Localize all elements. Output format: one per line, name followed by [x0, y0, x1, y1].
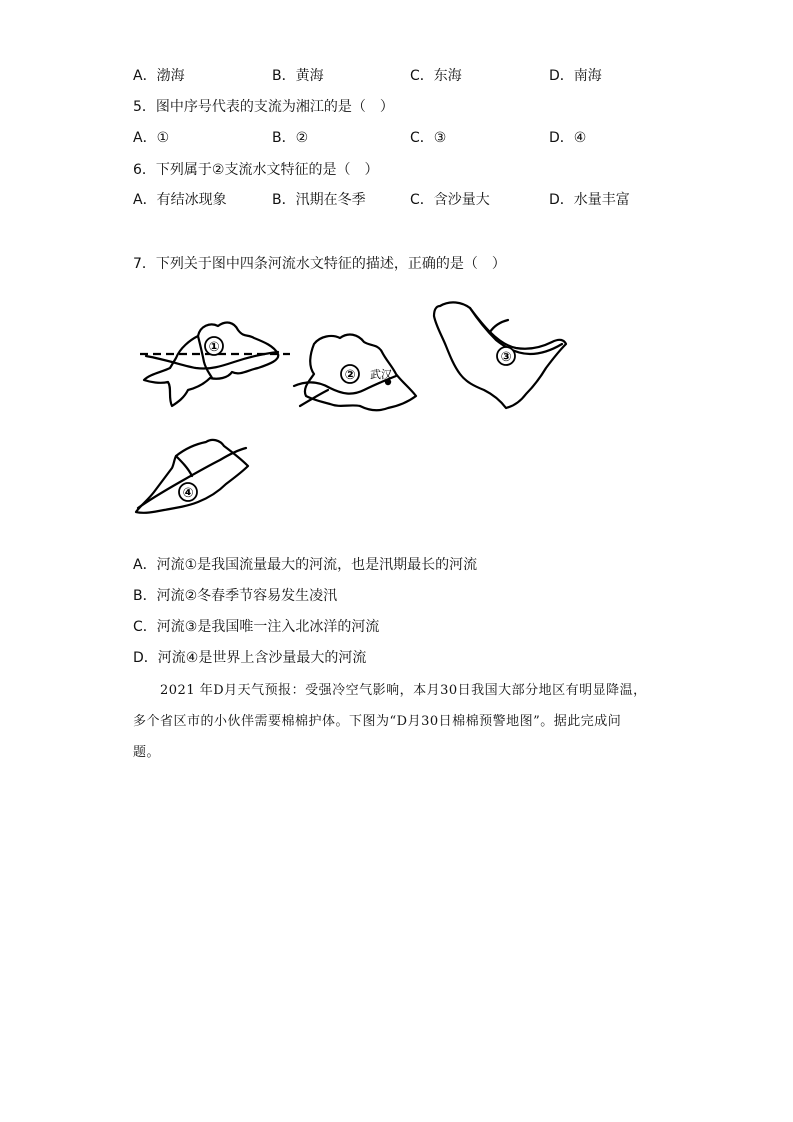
river-map-3 — [430, 296, 570, 411]
q7-option-c: C．河流③是我国唯一注入北冰洋的河流 — [133, 619, 380, 635]
q5-stem: 5．图中序号代表的支流为湘江的是（ ） — [133, 99, 394, 115]
map4-number-label — [179, 483, 197, 501]
svg-text:③: ③ — [500, 350, 512, 365]
map1-number-label — [205, 337, 223, 355]
q5-option-c: C．③ — [410, 130, 447, 146]
q6-option-c: C．含沙量大 — [410, 192, 490, 208]
map2-number-label — [341, 365, 359, 383]
q7-option-d: D．河流④是世界上含沙量最大的河流 — [133, 650, 367, 666]
q4-option-d: D．南海 — [549, 68, 602, 84]
q5-option-a: A．① — [133, 130, 170, 146]
map2-outline — [305, 335, 416, 411]
map1-outline — [144, 323, 278, 406]
q6-option-a: A．有结冰现象 — [133, 192, 227, 208]
q7-option-b: B．河流②冬春季节容易发生凌汛 — [133, 588, 338, 604]
river-map-4 — [132, 436, 256, 518]
q7-stem: 7．下列关于图中四条河流水文特征的描述，正确的是（ ） — [133, 256, 506, 272]
svg-text:①: ① — [208, 340, 220, 355]
map4-tributary — [176, 456, 192, 476]
passage-line-2: 多个省区市的小伙伴需要棉棉护体。下图为“D月30日棉棉预警地图”。据此完成问 — [133, 714, 622, 729]
wuhan-label: 武汉 — [370, 368, 392, 381]
q6-option-b: B．汛期在冬季 — [272, 192, 366, 208]
river-map-1 — [138, 318, 293, 413]
q5-option-b: B．② — [272, 130, 309, 146]
q6-option-d: D．水量丰富 — [549, 192, 630, 208]
passage-line-3: 题。 — [133, 745, 161, 760]
q4-option-a: A．渤海 — [133, 68, 185, 84]
map3-number-label — [497, 347, 515, 365]
map3-tributary — [490, 320, 508, 332]
q5-option-d: D．④ — [549, 130, 587, 146]
q4-option-c: C．东海 — [410, 68, 462, 84]
svg-text:②: ② — [344, 368, 356, 383]
q4-option-b: B．黄海 — [272, 68, 324, 84]
svg-text:④: ④ — [182, 486, 194, 501]
q6-stem: 6．下列属于②支流水文特征的是（ ） — [133, 162, 379, 178]
q7-option-a: A．河流①是我国流量最大的河流，也是汛期最长的河流 — [133, 557, 478, 573]
passage-line-1: 2021 年D月天气预报：受强冷空气影响，本月30日我国大部分地区有明显降温， — [160, 683, 647, 698]
river-map-2 — [292, 330, 420, 415]
